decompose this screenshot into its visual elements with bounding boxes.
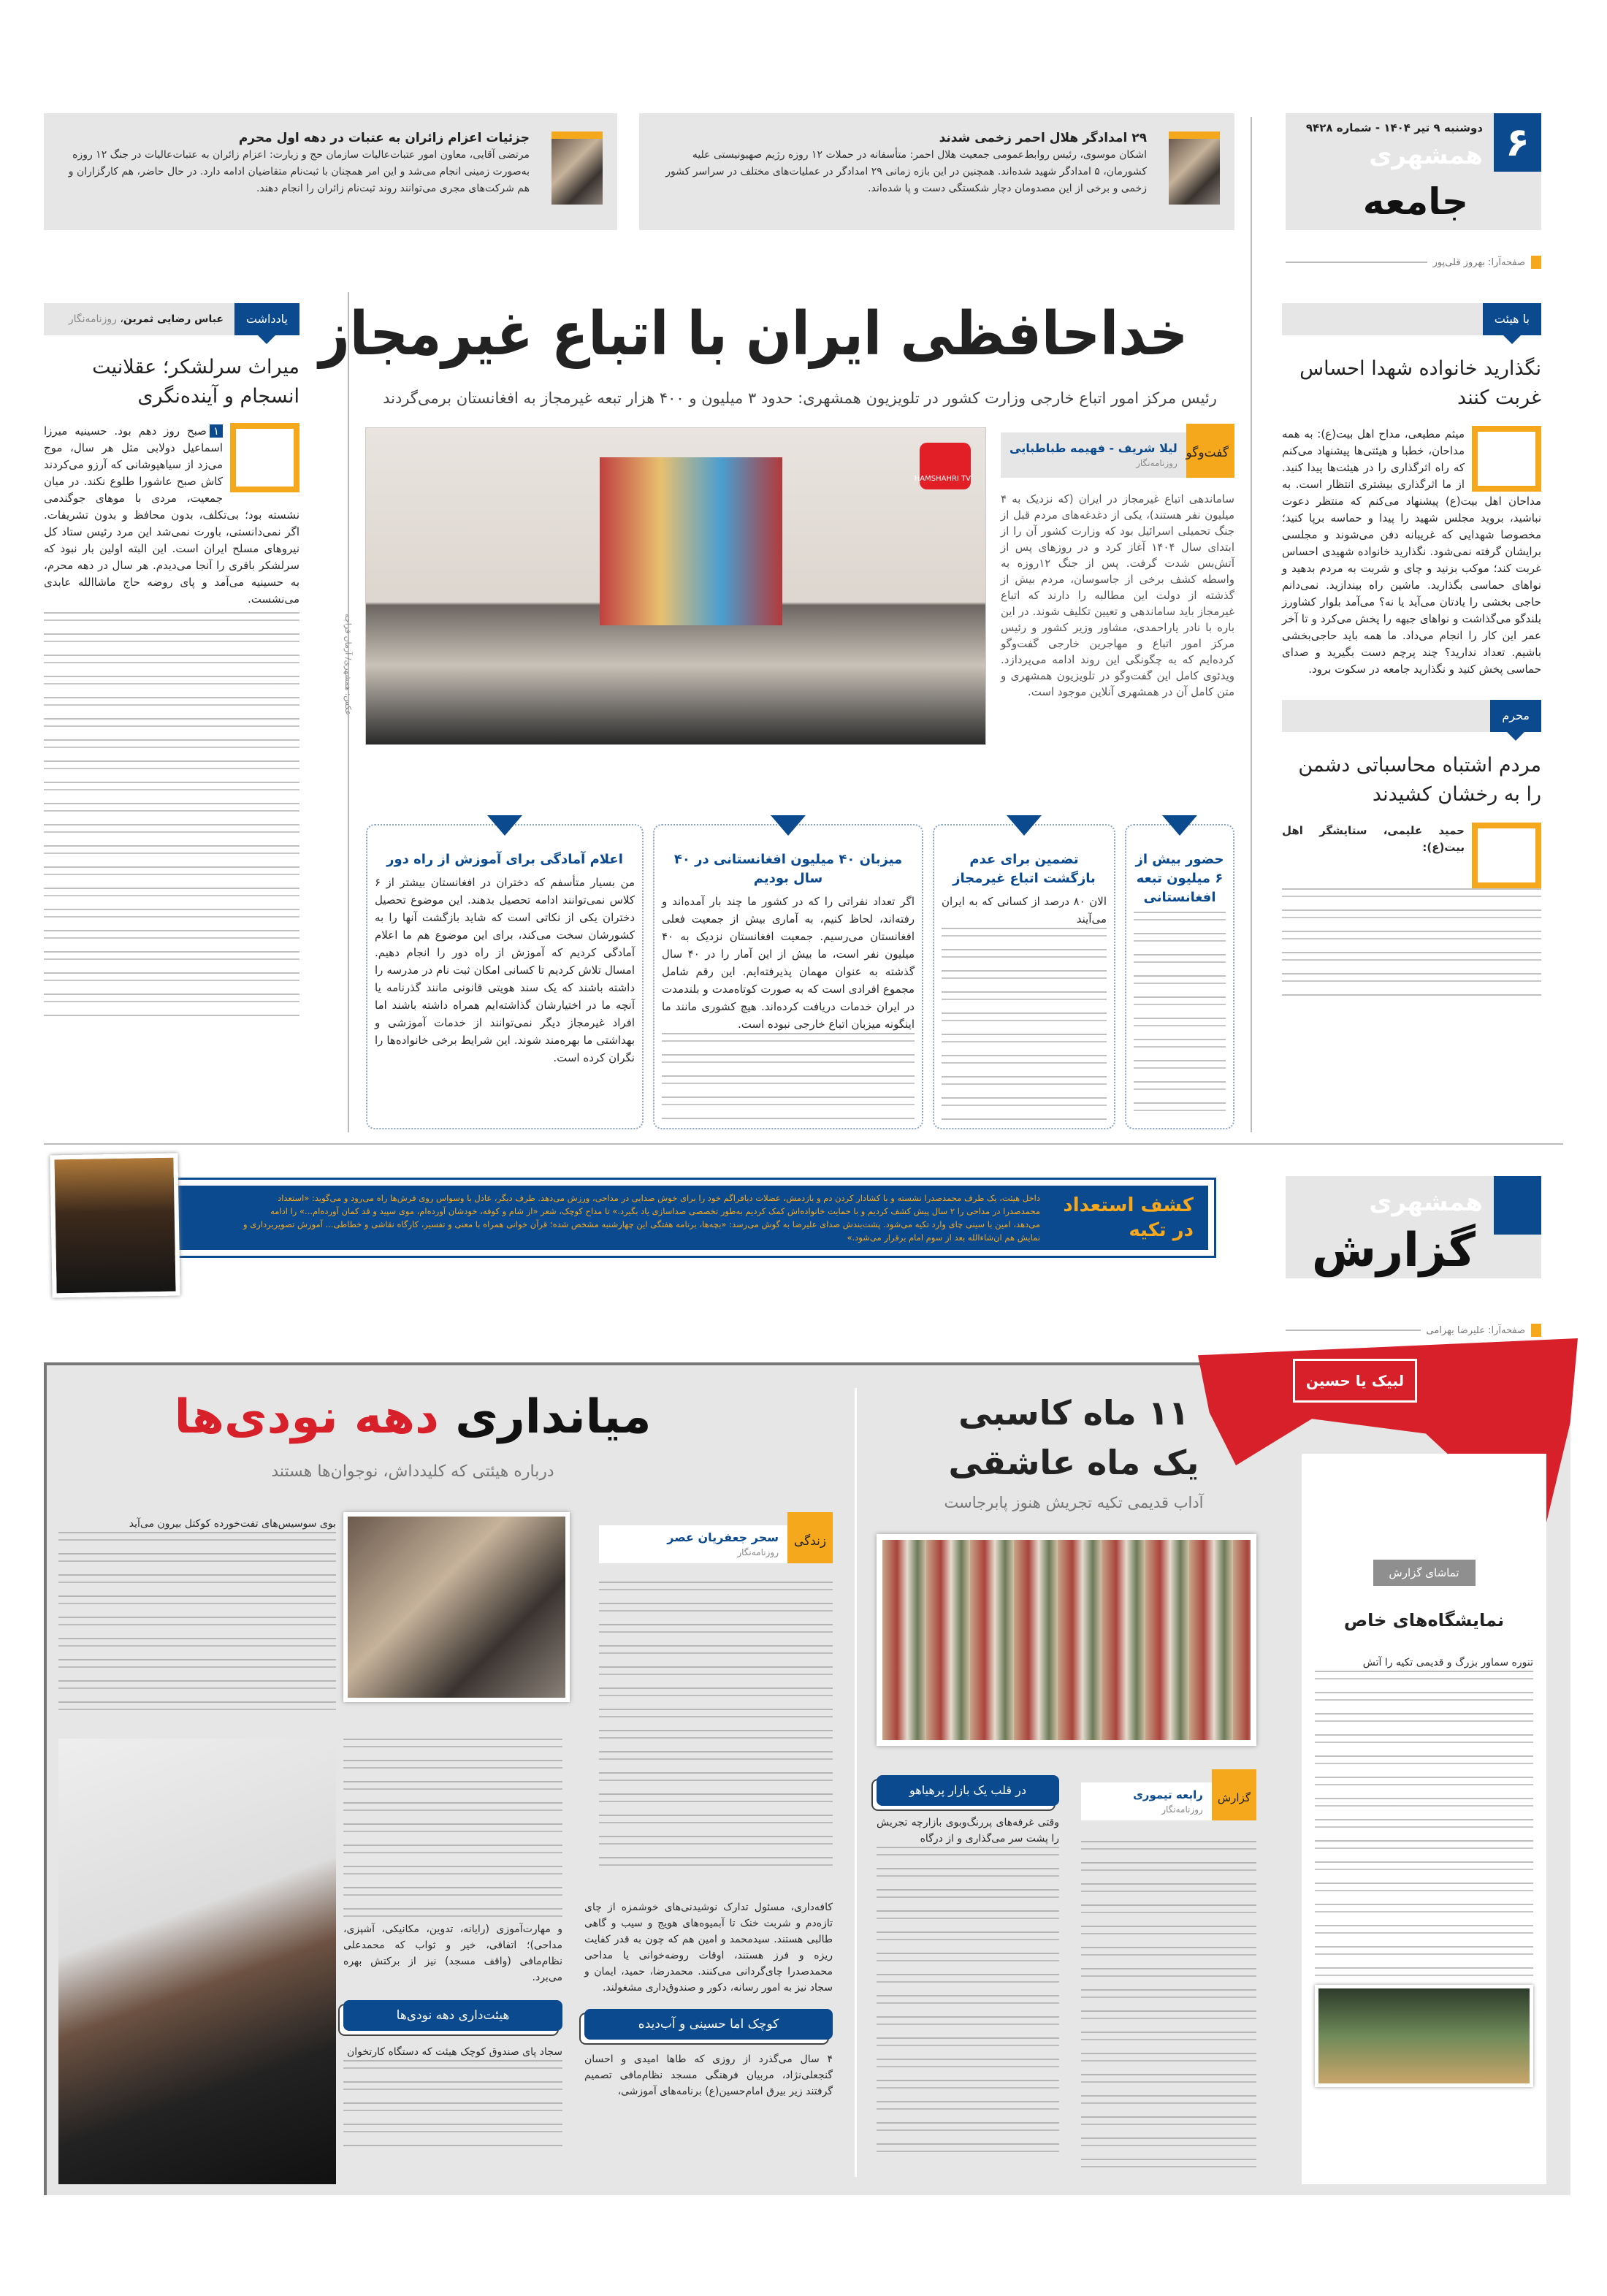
news-lead: اشکان موسوی، رئیس روابط‌عمومی جمعیت هلال احمر: متأسفانه در حملات ۱۲ روزه رژیم صهیونیستی علیه کشورمان، ۵ امدادگر شهید شده‌اند. همچنین در این بازه زمانی ۲۹ امدادگر در عملیات‌های مختلف در سراسر کشور زخمی و برخی از این مصدومان دچار شکستگی دست و پا شده‌اند. (665, 149, 1147, 194)
crosshead: در قلب یک بازار پرهیاهو (877, 1775, 1059, 1806)
tv-logo-icon: HAMSHAHRI TV (920, 443, 971, 489)
section-title: گزارش (1311, 1224, 1476, 1278)
banner-title: کشف استعداد در تکیه (1063, 1194, 1194, 1241)
kicker: زندگی (787, 1512, 833, 1563)
layout-credit: صفحه‌آرا: علیرضا بهرامی (1286, 1324, 1541, 1337)
page-number: ۶ (1494, 113, 1541, 172)
story1-subheadline: درباره هیئتی که کلیدداش، نوجوان‌ها هستند (271, 1462, 554, 1481)
column-divider (1251, 117, 1252, 1132)
story1-col-text (599, 1582, 833, 1874)
box-text: الان ۸۰ درصد از کسانی که به ایران می‌آیند (942, 895, 1107, 926)
story-text: و مهارت‌آموزی (رایانه، تدوین، مکانیکی، آشپزی، مداحی)؛ اتفاقی، خیر و ثواب که محمدعلی نظام‌مافی (واقف مسجد) نیز از برکتش بهره می‌برد. (343, 1923, 562, 1983)
box-text: من بسیار متأسفم که دختران در افغانستان بیشتر از ۶ کلاس نمی‌توانند ادامه تحصیل بدهند. این موضوع تحصیل دختران یکی از نکاتی است که شاید بازگشت آنها را به کشورشان سخت می‌کند، برای این موضوع هم ما اعلام آمادگی کردیم که آموزش از راه دور را انجام دهیم. امسال تلاش کردیم تا کسانی امکان ثبت نام در مدرسه را داشته باشند که یک سند هویتی قانونی مانند گذرنامه یا آنچه ما در اختیارشان گذاشته‌ایم همراه داشته باشند اما افراد غیرمجاز دیگر نمی‌توانند از خدمات آموزشی و بهداشتی ما بهره‌مند شوند. این شرایط برخی خانواده‌ها را نگران کرده است. (375, 876, 635, 1064)
author-name: لیلا شریف - فهیمه طباطبایی (1009, 441, 1177, 455)
news-headline: جزئیات اعزام زائران به عتبات در دهه اول محرم (238, 131, 530, 145)
side-headline: مردم اشتباه محاسباتی دشمن را به رخشان کشیدند (1298, 754, 1541, 806)
story-text: وقتی غرفه‌های پررنگ‌وبوی بازارچه تجریش را پشت سر می‌گذاری و از درگاه (877, 1817, 1059, 1845)
info-box (366, 824, 644, 1129)
main-lead: ساماندهی اتباع غیرمجاز در ایران (که نزدیک به ۴ میلیون نفر هستند)، یکی از دغدغه‌های مردم قبل از جنگ تحمیلی اسرائیل بود که وزارت کشور آن را از ابتدای سال ۱۴۰۴ آغاز کرد و در روزهای پس از آتش‌بس شدت گرفت. پس از جنگ ۱۲روزه به واسطه کشف برخی از جاسوسان، مردم بیش از گذشته از دولت این مطالبه را دارند که اتباع غیرمجاز باید ساماندهی و تعیین تکلیف شوند. در این باره با نادر یاراحمدی، مشاور وزیر کشور و رئیس مرکز امور اتباع و مهاجرین خارجی گفت‌وگو کرده‌ایم که به چگونگی این روند ادامه می‌پردازد. ویدئوی کامل این گفت‌وگو در تلویزیون همشهری و متن کامل آن در همشهری آنلاین موجود است. (1001, 492, 1234, 698)
news-lead: مرتضی آقایی، معاون امور عتبات‌عالیات سازمان حج و زیارت: اعزام زائران به عتبات‌عالیات در جنگ ۱۲ روزه به‌صورت زمینی انجام می‌شد و این امر همچنان با ثبت‌نام متقاضیان ادامه دارد. در حال حاضر، هم کارگزاران و هم شرکت‌های مجری می‌توانند روند ثبت‌نام زائران را انجام دهند. (68, 149, 530, 194)
sidebar-photo (1315, 1985, 1533, 2087)
news-headline: ۲۹ امدادگر هلال احمر زخمی شدند (939, 131, 1147, 145)
note-author: عباس رضایی ثمرین، روزنامه‌نگار (68, 313, 224, 325)
paper-logo: همشهری (1369, 141, 1483, 170)
story1-headline: میانداری دهه نودی‌ها (174, 1390, 652, 1444)
section-divider (44, 1143, 1563, 1145)
author-name: سحر جعفریان عصر (667, 1530, 779, 1544)
note-column (44, 303, 299, 1021)
sidebar-tag: تماشای گزارش (1373, 1560, 1476, 1586)
note-text-continued (44, 612, 299, 1021)
box-text: اگر تعداد نفراتی را که در کشور ما چند بار آمده‌اند و رفته‌اند، لحاظ کنیم، به آماری بیش از جمعیت فعلی افغانستان می‌رسیم. جمعیت افغانستان نزدیک به ۴۰ میلیون نفر است، ما بیش از این آمار را در ۴۰ سال گذشته به عنوان مهمان پذیرفته‌ایم. این رقم شامل مجموع افرادی است که به صورت کوتاه‌مدت و بلندمدت در ایران خدمات دریافت کرده‌اند. هیچ کشوری مانند ما اینگونه میزبان اتباع خارجی نبوده است. (662, 895, 915, 1031)
story1-center-col (343, 1739, 562, 2148)
author-role: روزنامه‌نگار (1161, 1804, 1203, 1815)
banner-photo (50, 1153, 180, 1297)
news-photo (1169, 131, 1220, 205)
main-byline (1001, 432, 1234, 478)
box-title: تضمین برای عدم بازگشت اتباع غیرمجاز (953, 852, 1096, 886)
story-text: ۴ سال می‌گذرد از روزی که طاها امیدی و احسان گنجعلی‌نژاد، مربیان فرهنگی مسجد نظام‌مافی تصمیم گرفتند زیر بیرق امام‌حسین(ع) برنامه‌های آموزشی، (584, 2053, 833, 2097)
story-divider (855, 1388, 857, 2177)
author-role: روزنامه‌نگار (737, 1547, 779, 1557)
section-tag: با هیئت (1483, 303, 1541, 335)
section-tag: یادداشت (234, 303, 299, 335)
news-photo (551, 131, 603, 205)
story-text: بوی سوسیس‌های تفت‌خورده کوکتل بیرون می‌آید (129, 1518, 336, 1530)
layout-credit: صفحه‌آرا: بهروز قلی‌پور (1286, 256, 1541, 269)
date-issue: دوشنبه ۹ تیر ۱۴۰۴ - شماره ۹۴۲۸ (1305, 121, 1483, 134)
side-column (1282, 303, 1541, 998)
main-photo (365, 427, 986, 745)
story2-left-col (877, 1775, 1059, 2154)
side-text-continued (1282, 888, 1541, 998)
box-title: میزبان ۴۰ میلیون افغانستانی در ۴۰ سال بودیم (673, 852, 903, 886)
story2-byline (1081, 1782, 1256, 1820)
side-text: حمید علیمی، ستایشگر اهل بیت(ع): (1282, 824, 1465, 854)
report-sidebar (1302, 1454, 1546, 2184)
author-photo (1472, 426, 1541, 492)
section-title: جامعه (1362, 180, 1468, 223)
banner-text: داخل هیئت، یک طرف محمدصدرا نشسته و با کشادار کردن دم و بازدمش، عضلات دیافراگم خود را برای خوش صدایی در مداحی، ورزش می‌دهد. طرف دیگر، عادل با وسواس روی فرش‌ها راه می‌رود و می‌گوید: «استعداد محمدصدرا در مداحی را ۲ سال پیش کشف کردیم و با حمایت خانواده‌اش کمک کردیم به‌طور تخصصی صداسازی یاد بگیرد.» تا مداح کوچک، شعر «از شام و کوفه، خودشان آورده‌ام، موی سپید و قد کمان آورده‌ام...» را ادامه می‌دهد، امین با سینی چای وارد تکیه می‌شود. پشت‌بندش صدای علیرضا به گوش می‌رسد: «بچه‌ها، برنامه هفتگی این چهارشنبه مشخص شده؛ قرآن خوانی همراه با معنی و تفسیر، کارگاه نقاشی و خطاطی... آموزش تصویربرداری و نمایش هم ان‌شاءالله بعد از سوم امام برقرار می‌شود.» (243, 1193, 1040, 1243)
kicker: گفت‌وگو (1186, 424, 1234, 478)
side-text: میثم مطیعی، مداح اهل بیت(ع): به همه مداحان، خطبا و هیئتی‌ها پیشنهاد می‌کنم که راه اثرگذاری را در هیئت‌ها پیدا کنید. از ما اثرگذاری بیشتری انتظار است. به مداحان اهل بیت(ع) پیشنهاد می‌کنم که منتظر دعوت نباشید، بروید مجلس شهید را پیدا و حماسه برپا کنید؛ مخصوصا شهدایی که غریبانه دفن می‌شوند و مجلسی برایشان گرفته نمی‌شود. نگذارید خانواده شهیدی احساس غربت کند؛ موکب بزنید و چای و شربت به مردم بدهید و نواهای حماسی بگذارید. ماشین راه بیندازید. نمی‌دانم حاجی بخشی را یادتان می‌آید یا نه؟ می‌آمد بلوار کشاورز بلندگو می‌گذاشت و نواهای جبهه را پخش می‌کرد و تا آخر عمر این کار را انجام می‌داد. ما همه باید حاجی‌بخشی باشیم. تعداد ندارید؟ چند پرچم دست بگیرید و صدای حماسی پخش کنید و نگذارید جامعه در سکوت برود. (1282, 427, 1541, 676)
author-photo (1472, 823, 1541, 888)
side-headline: نگذارید خانواده شهدا احساس غربت کنند (1299, 357, 1541, 409)
story1-photo (343, 1512, 570, 1702)
side-item-1 (1282, 303, 1541, 678)
author-role: روزنامه‌نگار (1136, 458, 1177, 468)
crosshead: کوچک اما حسینی و آب‌دیده (584, 2009, 833, 2040)
author-photo (230, 423, 299, 492)
report-masthead (1286, 1176, 1541, 1278)
story2-headline: ۱۱ ماه کاسبی یک ماه عاشقی (948, 1393, 1199, 1482)
section-tag: محرم (1490, 700, 1541, 732)
story-text: کافه‌داری، مسئول تدارک نوشیدنی‌های خوشمزه از چای تازه‌دم و شربت خنک تا آبمیوه‌های هویج و سیب و گاهی طالبی هستند. سیدمحمد و امین هم که چون به قدر کفایت ریزه و فرز هستند، اوقات روضه‌خوانی یا مداحی محمدصدرا چای‌گردانی می‌کنند. محمدرضا، حمید، ایمان و سجاد نیز به امور رسانه، دکور و صندوق‌داری مشغولند. (584, 1902, 833, 1994)
author-name: رابعه تیموری (1133, 1788, 1203, 1801)
note-headline: میراث سرلشکر؛ عقلانیت انسجام و آینده‌نگری (92, 356, 299, 408)
story2-subheadline: آداب قدیمی تکیه تجریش هنوز پابرجاست (944, 1494, 1204, 1511)
boy-photo (58, 1739, 336, 2184)
main-subheadline: رئیس مرکز امور اتباع خارجی وزارت کشور در تلویزیون همشهری: حدود ۳ میلیون و ۴۰۰ هزار تبعه غیرمجاز به افغانستان برمی‌گردند (383, 389, 1217, 407)
main-headline: خداحافظی ایران با اتباع غیرمجاز (318, 300, 1188, 369)
story1-right-col (584, 1899, 833, 2099)
story2-right-col-text (1081, 1841, 1256, 2170)
story2-photo (877, 1534, 1256, 1746)
sidebar-text: تنوره سماور بزرگ و قدیمی تکیه را آتش (1362, 1657, 1533, 1668)
side-item-2 (1282, 700, 1541, 998)
crosshead: هیئت‌داری دهه نودی‌ها (343, 2000, 562, 2031)
story-text: سجاد پای صندوق کوچک هیئت که دستگاه کارتخوان (346, 2046, 562, 2058)
top-news-1 (639, 113, 1234, 230)
talent-banner (88, 1178, 1216, 1258)
box-title: حضور بیش از ۶ میلیون تبعه افغانستانی (1135, 852, 1224, 905)
paper-logo: همشهری (1369, 1188, 1483, 1217)
info-box (933, 824, 1115, 1129)
info-box (653, 824, 923, 1129)
note-text: ۱صبح روز دهم بود. حسینیه میرزا اسماعیل دولابی مثل هر سال، موج می‌زد از سیاهپوشانی که آرزو می‌کردند کاش صبح عاشورا طلوع نکند. در میان جمعیت، مردی با موهای جوگندمی نشسته بود؛ بی‌تکلف، بدون محافظ و بدون تشریفات. اگر نمی‌دانستی، باورت نمی‌شد این مرد رئیس ستاد کل نیروهای مسلح ایران است. این البته اولین بار نبود که سرلشکر باقری را آنجا می‌دیدم. هر سال در دهه محرم، به حسینیه می‌آمد و پای روضه حاج ماشاالله عابدی می‌نشست. (44, 424, 299, 606)
masthead (1286, 113, 1541, 230)
info-boxes (365, 824, 1234, 1129)
box-title: اعلام آمادگی برای آموزش از راه دور (386, 852, 623, 867)
ribbon-logo: لبیک یا حسین (1293, 1359, 1417, 1403)
story1-byline (599, 1525, 833, 1563)
story1-left-col (58, 1516, 336, 1722)
sidebar-headline: نمایشگاه‌های خاص (1343, 1610, 1505, 1631)
top-news-2 (44, 113, 617, 230)
kicker: گزارش (1212, 1769, 1256, 1820)
photo-credit: عکس: همشهری/ آرمان قراچه (343, 614, 353, 716)
info-box (1125, 824, 1234, 1129)
